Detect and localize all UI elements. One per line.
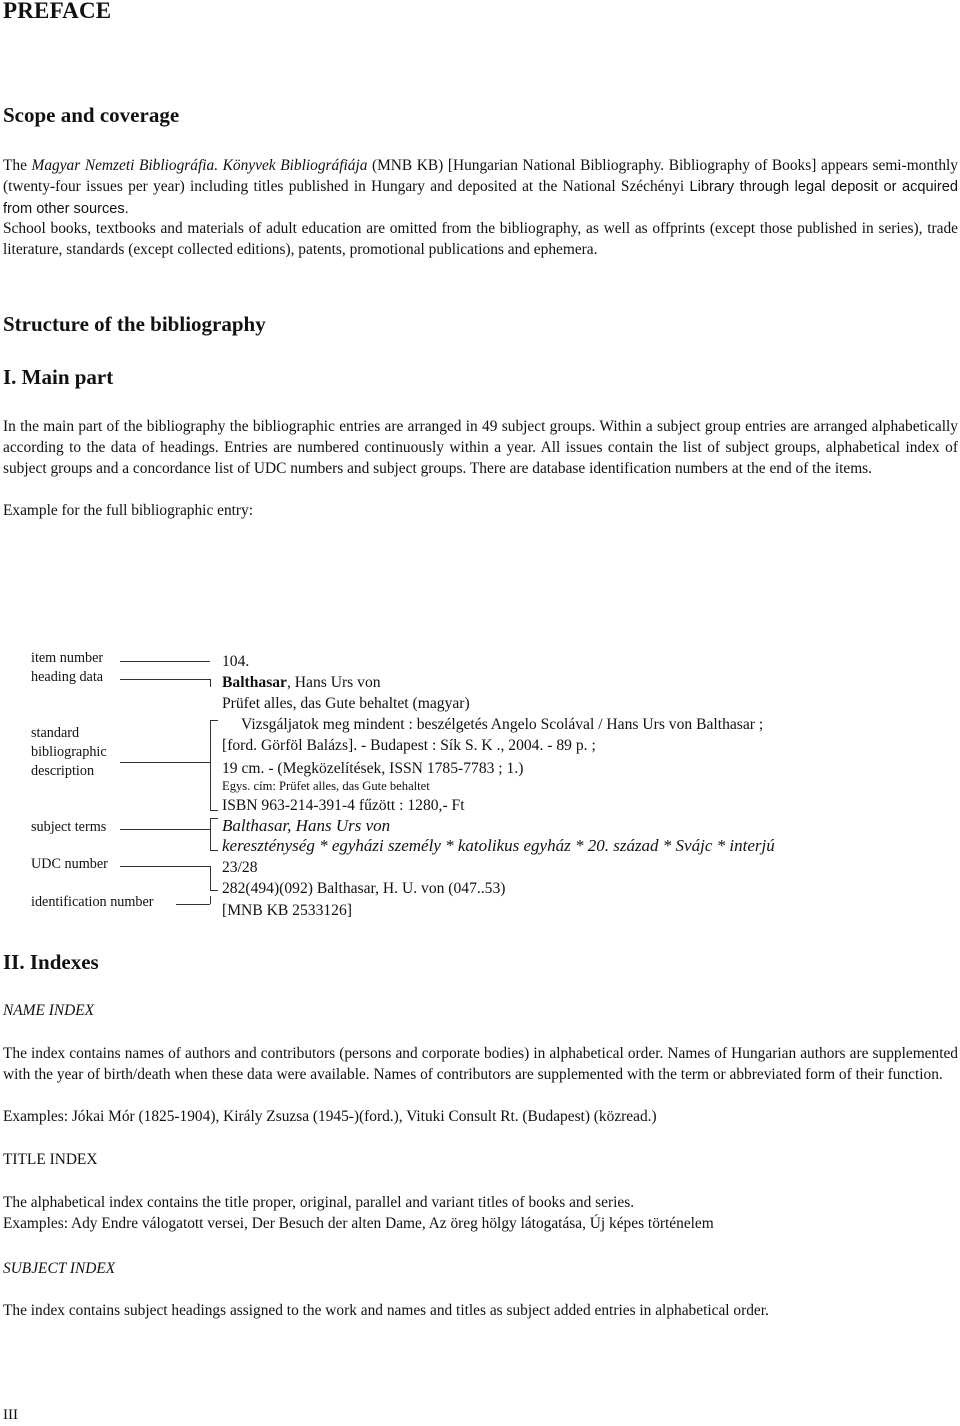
subject-index-text: The index contains subject headings assigned to the work and names and titles as subject added entries in alphabetical order. bbox=[3, 1302, 769, 1319]
scope-intro-the: The bbox=[3, 157, 32, 174]
bracket-description-top bbox=[210, 720, 218, 721]
scope-paragraph-2: School books, textbooks and materials of adult education are omitted from the bibliography, as well as offprints (except those published in series), trade literature, standards (except collected editions), patents, promotional publications and ephemera. bbox=[3, 220, 958, 258]
subject-index-title: SUBJECT INDEX bbox=[3, 1260, 116, 1277]
bracket-udc bbox=[210, 866, 211, 890]
connector-line-description bbox=[120, 762, 210, 763]
bracket-subject-bottom bbox=[210, 850, 218, 851]
entry-description-line-2: [ford. Görföl Balázs]. - Budapest : Sík S. K ., 2004. - 89 p. ; bbox=[222, 737, 596, 754]
bracket-description-bottom bbox=[210, 810, 218, 811]
entry-subject-terms: kereszténység * egyházi személy * katolikus egyház * 20. század * Svájc * interjú bbox=[222, 836, 775, 855]
main-part-heading: I. Main part bbox=[3, 365, 114, 389]
bracket-subject bbox=[210, 818, 211, 850]
connector-line-subject bbox=[120, 829, 210, 830]
page-number: III bbox=[3, 1407, 18, 1423]
structure-heading: Structure of the bibliography bbox=[3, 312, 266, 336]
entry-heading bbox=[222, 673, 381, 693]
example-intro: Example for the full bibliographic entry: bbox=[3, 502, 254, 519]
entry-identification: [MNB KB 2533126] bbox=[222, 902, 352, 919]
connector-line-id bbox=[176, 904, 210, 905]
name-index-title: NAME INDEX bbox=[3, 1002, 95, 1019]
scope-paragraph-1 bbox=[3, 155, 958, 220]
scope-intro-sans: Library through legal deposit or acquired from other sources. bbox=[3, 179, 958, 217]
label-udc-number: UDC number bbox=[31, 856, 108, 872]
entry-heading-rest: , Hans Urs von bbox=[286, 674, 381, 691]
label-item-number: item number bbox=[31, 650, 104, 666]
entry-subject-group: 23/28 bbox=[222, 859, 258, 876]
label-bibliographic: bibliographic bbox=[31, 744, 107, 760]
entry-description-line-1: Vizsgáljatok meg mindent : beszélgetés Angelo Scolával / Hans Urs von Balthasar ; bbox=[241, 716, 764, 733]
entry-heading-bold: Balthasar bbox=[222, 674, 287, 691]
connector-line-item bbox=[120, 661, 210, 662]
label-heading-data: heading data bbox=[31, 669, 104, 685]
example-entry-diagram bbox=[0, 640, 960, 930]
name-index-text: The index contains names of authors and contributors (persons and corporate bodies) in alphabetical order. Names of Hungarian authors are supplemented with the year of birth/death when these data were available. Names of contributors are supplemented with the term or abbreviated form of their function. bbox=[3, 1045, 958, 1083]
scope-intro-rest: (MNB KB) [Hungarian National Bibliography. Bibliography of Books] appears semi-monthly (twenty-four issues per year) including titles published in Hungary and deposited at the National Széchényi bbox=[3, 157, 959, 195]
title-index-text: The alphabetical index contains the title proper, original, parallel and variant titles of books and series. bbox=[3, 1194, 635, 1211]
scope-intro-italic-title: Magyar Nemzeti Bibliográfia. Könyvek Bibliográfiája bbox=[31, 157, 368, 174]
title-index-examples: Examples: Ady Endre válogatott versei, Der Besuch der alten Dame, Az öreg hölgy látogatása, Új képes történelem bbox=[3, 1215, 714, 1232]
label-standard: standard bbox=[31, 725, 80, 741]
bracket-subject-top bbox=[210, 818, 218, 819]
label-subject-terms: subject terms bbox=[31, 819, 107, 835]
connector-line-udc bbox=[120, 866, 210, 867]
entry-uniform-title: Prüfet alles, das Gute behaltet (magyar) bbox=[222, 695, 470, 712]
name-index-examples: Examples: Jókai Mór (1825-1904), Király Zsuzsa (1945-)(ford.), Vituki Consult Rt. (Budapest) (közread.) bbox=[3, 1108, 657, 1125]
page-title: PREFACE bbox=[3, 0, 112, 23]
entry-description-line-3: 19 cm. - (Megközelítések, ISSN 1785-7783 ; 1.) bbox=[222, 760, 524, 777]
entry-udc: 282(494)(092) Balthasar, H. U. von (047..53) bbox=[222, 880, 506, 897]
connector-line-heading-v bbox=[210, 679, 211, 687]
indexes-heading: II. Indexes bbox=[3, 950, 99, 974]
scope-heading: Scope and coverage bbox=[3, 103, 180, 127]
main-part-paragraph: In the main part of the bibliography the bibliographic entries are arranged in 49 subject groups. Within a subject group entries are arranged alphabetically according to the data of headings. Entries are numbered continuously within a year. All issues contain the list of subject groups, alphabetical index of subject groups and a concordance list of UDC numbers and subject groups. There are database identification numbers at the end of the items. bbox=[3, 418, 958, 477]
bracket-id bbox=[210, 896, 211, 904]
entry-other-title: Egys. cím: Prüfet alles, das Gute behaltet bbox=[222, 779, 430, 793]
entry-subject-name: Balthasar, Hans Urs von bbox=[222, 816, 391, 835]
title-index-title: TITLE INDEX bbox=[3, 1151, 98, 1168]
connector-line-heading bbox=[120, 679, 210, 680]
bracket-description bbox=[210, 720, 211, 810]
bracket-udc-bottom bbox=[210, 890, 218, 891]
label-identification-number: identification number bbox=[31, 894, 154, 910]
entry-isbn: ISBN 963-214-391-4 fűzött : 1280,- Ft bbox=[222, 797, 465, 814]
entry-item-number: 104. bbox=[222, 653, 250, 670]
label-description: description bbox=[31, 763, 95, 779]
